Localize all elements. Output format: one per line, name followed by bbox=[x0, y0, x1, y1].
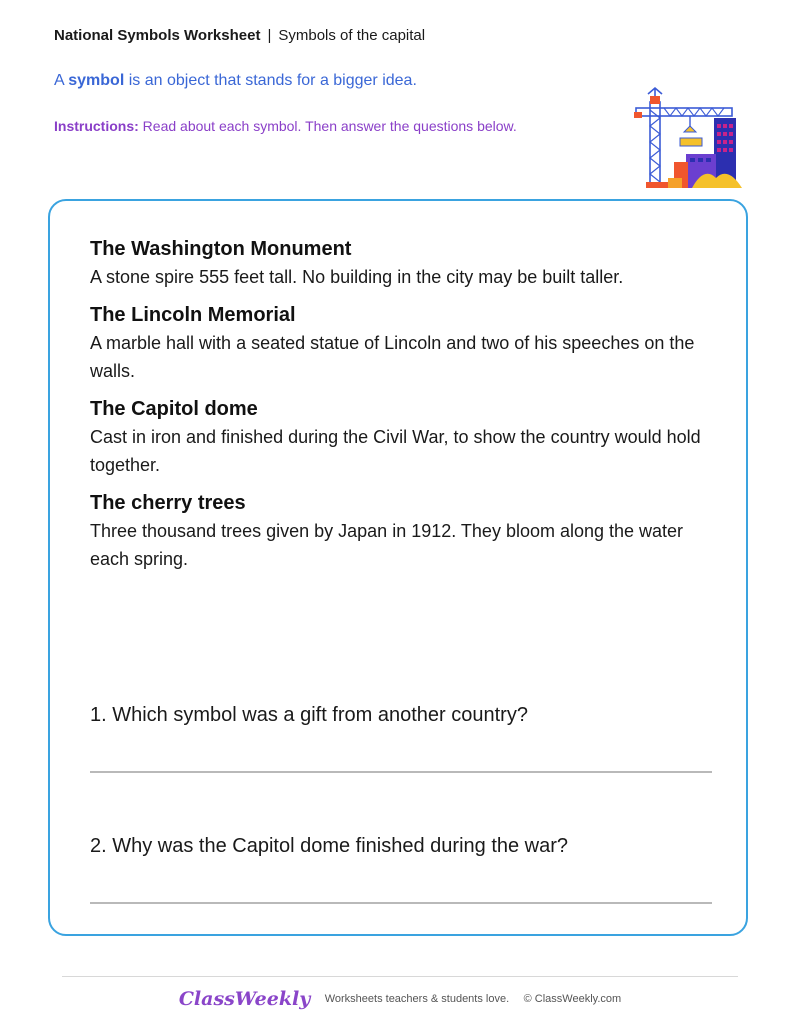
question-2 bbox=[90, 832, 712, 904]
footer-tagline: Worksheets teachers & students love. bbox=[324, 993, 510, 1005]
question-text: 2. Why was the Capitol dome finished during the war? bbox=[90, 835, 569, 857]
symbol-name: The Washington Monument bbox=[90, 238, 352, 260]
footer-divider bbox=[62, 976, 738, 977]
footer-copyright: © ClassWeekly.com bbox=[523, 993, 622, 1005]
definition-prefix: A bbox=[54, 72, 64, 89]
symbol-item bbox=[90, 301, 720, 385]
symbol-description: Cast in iron and finished during the Civil War, to show the country would hold together. bbox=[90, 427, 701, 475]
symbol-definition bbox=[54, 70, 417, 92]
answer-line-2[interactable] bbox=[90, 902, 712, 904]
definition-term: symbol bbox=[68, 72, 125, 89]
worksheet-subtitle: Symbols of the capital bbox=[278, 27, 426, 44]
instructions bbox=[54, 117, 517, 135]
symbol-description: Three thousand trees given by Japan in 1912. They bloom along the water each spring. bbox=[90, 521, 684, 569]
symbol-name: The Capitol dome bbox=[90, 398, 258, 420]
brand-logo: ClassWeekly bbox=[178, 988, 311, 1010]
instructions-text: Read about each symbol. Then answer the questions below. bbox=[142, 118, 517, 134]
symbol-item bbox=[90, 395, 720, 479]
symbol-description: A marble hall with a seated statue of Lincoln and two of his speeches on the walls. bbox=[90, 333, 695, 381]
question-text: 1. Which symbol was a gift from another country? bbox=[90, 704, 528, 726]
symbol-name: The Lincoln Memorial bbox=[90, 304, 296, 326]
symbol-item bbox=[90, 489, 720, 573]
footer bbox=[0, 988, 800, 1010]
symbol-name: The cherry trees bbox=[90, 492, 246, 514]
answer-line-1[interactable] bbox=[90, 771, 712, 773]
header-separator: | bbox=[267, 27, 272, 44]
worksheet-title: National Symbols Worksheet bbox=[54, 27, 261, 44]
worksheet-header bbox=[54, 26, 425, 46]
symbols-card bbox=[48, 199, 748, 936]
symbol-description: A stone spire 555 feet tall. No building in the city may be built taller. bbox=[90, 267, 624, 287]
definition-text: is an object that stands for a bigger idea. bbox=[128, 72, 417, 89]
instructions-label: Instructions: bbox=[54, 118, 139, 134]
symbol-item bbox=[90, 235, 720, 291]
symbols-list bbox=[90, 235, 720, 583]
question-1 bbox=[90, 701, 712, 773]
construction-crane-city-icon bbox=[632, 86, 744, 192]
